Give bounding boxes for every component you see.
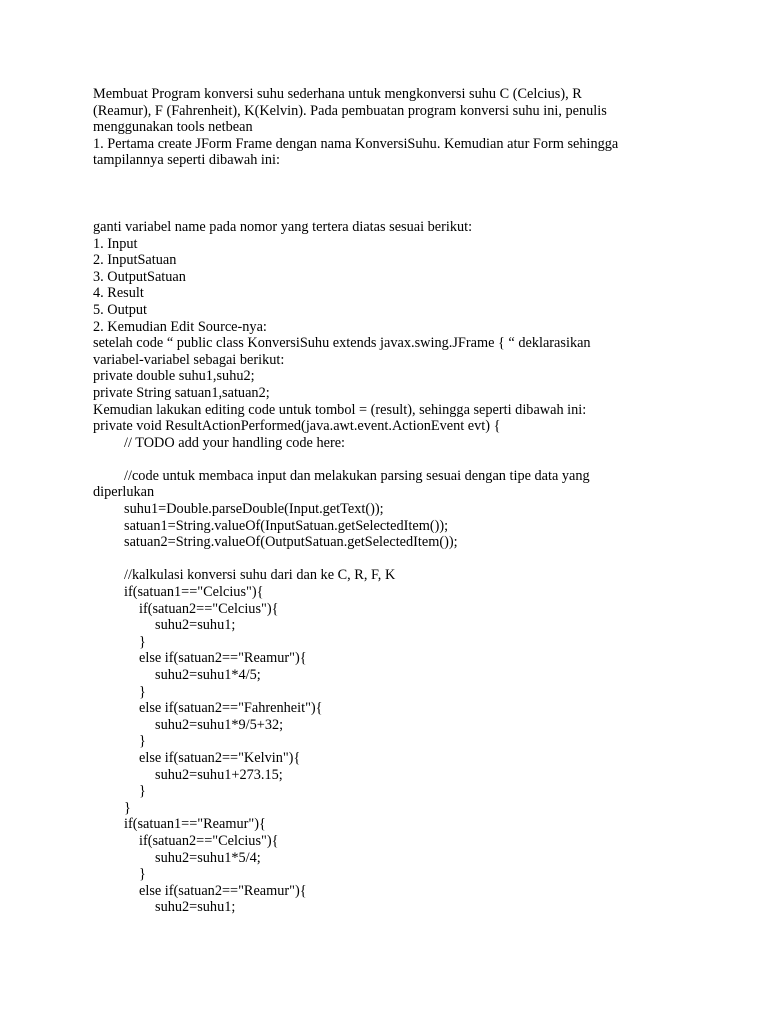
code-comment: //kalkulasi konversi suhu dari dan ke C, R, F, K [124, 567, 396, 584]
code-line: if(satuan1=="Reamur"){ [124, 816, 266, 833]
code-line: satuan1=String.valueOf(InputSatuan.getSelectedItem()); [124, 517, 449, 534]
list-item: 3. OutputSatuan [93, 268, 186, 285]
text-line: Membuat Program konversi suhu sederhana untuk mengkonversi suhu C (Celcius), R [93, 86, 582, 102]
list-item: 5. Output [93, 301, 148, 318]
code-line: } [139, 733, 146, 750]
code-line: } [139, 866, 146, 883]
list-item: 1. Input [93, 235, 138, 252]
blank-line [93, 451, 698, 468]
code-line: } [124, 799, 131, 816]
code-line: suhu2=suhu1*5/4; [155, 849, 261, 866]
code-line: if(satuan2=="Celcius"){ [139, 832, 279, 849]
rename-heading: ganti variabel name pada nomor yang tertera diatas sesuai berikut: [93, 218, 473, 235]
code-line: else if(satuan2=="Fahrenheit"){ [139, 700, 323, 717]
code-line: private void ResultActionPerformed(java.awt.event.ActionEvent evt) { [93, 418, 501, 435]
code-line: else if(satuan2=="Reamur"){ [139, 650, 307, 667]
list-item: 4. Result [93, 285, 144, 302]
code-line: else if(satuan2=="Kelvin"){ [139, 749, 301, 766]
code-line: } [139, 633, 146, 650]
text-line: variabel-variabel sebagai berikut: [93, 351, 285, 368]
code-line: suhu2=suhu1*4/5; [155, 667, 261, 683]
list-item: 2. InputSatuan [93, 252, 177, 269]
code-comment: //code untuk membaca input dan melakukan parsing sesuai dengan tipe data yang [124, 467, 590, 484]
intro-paragraph [93, 86, 698, 169]
blank-line [93, 551, 698, 568]
code-line: if(satuan1=="Celcius"){ [124, 584, 264, 601]
code-comment: // TODO add your handling code here: [124, 434, 346, 451]
code-line: suhu2=suhu1+273.15; [155, 766, 283, 783]
code-comment: diperlukan [93, 484, 155, 501]
code-line: suhu2=suhu1*9/5+32; [155, 716, 284, 733]
text-line: 2. Kemudian Edit Source-nya: [93, 318, 267, 335]
code-line: if(satuan2=="Celcius"){ [139, 600, 279, 617]
text-line: menggunakan tools netbean [93, 119, 253, 136]
rename-section [93, 219, 698, 319]
text-line: tampilannya seperti dibawah ini: [93, 152, 280, 169]
code-block [93, 435, 698, 916]
text-line: setelah code “ public class KonversiSuhu extends javax.swing.JFrame { “ deklarasikan [93, 335, 591, 352]
missing-image-gap [93, 169, 698, 219]
code-line: suhu2=suhu1; [155, 617, 236, 634]
code-line: satuan2=String.valueOf(OutputSatuan.getSelectedItem()); [124, 534, 458, 551]
text-line: (Reamur), F (Fahrenheit), K(Kelvin). Pada pembuatan program konversi suhu ini, penulis [93, 102, 607, 119]
code-line: private String satuan1,satuan2; [93, 384, 270, 401]
code-line: } [139, 783, 146, 800]
code-line: } [139, 683, 146, 700]
code-line: else if(satuan2=="Reamur"){ [139, 882, 307, 899]
text-line: 1. Pertama create JForm Frame dengan nama KonversiSuhu. Kemudian atur Form sehingga [93, 135, 619, 152]
code-line: suhu2=suhu1; [155, 899, 236, 916]
code-line: suhu1=Double.parseDouble(Input.getText()); [124, 501, 384, 518]
code-line: private double suhu1,suhu2; [93, 368, 255, 385]
step2-section [93, 319, 698, 435]
text-line: Kemudian lakukan editing code untuk tombol = (result), sehingga seperti dibawah ini: [93, 401, 587, 418]
